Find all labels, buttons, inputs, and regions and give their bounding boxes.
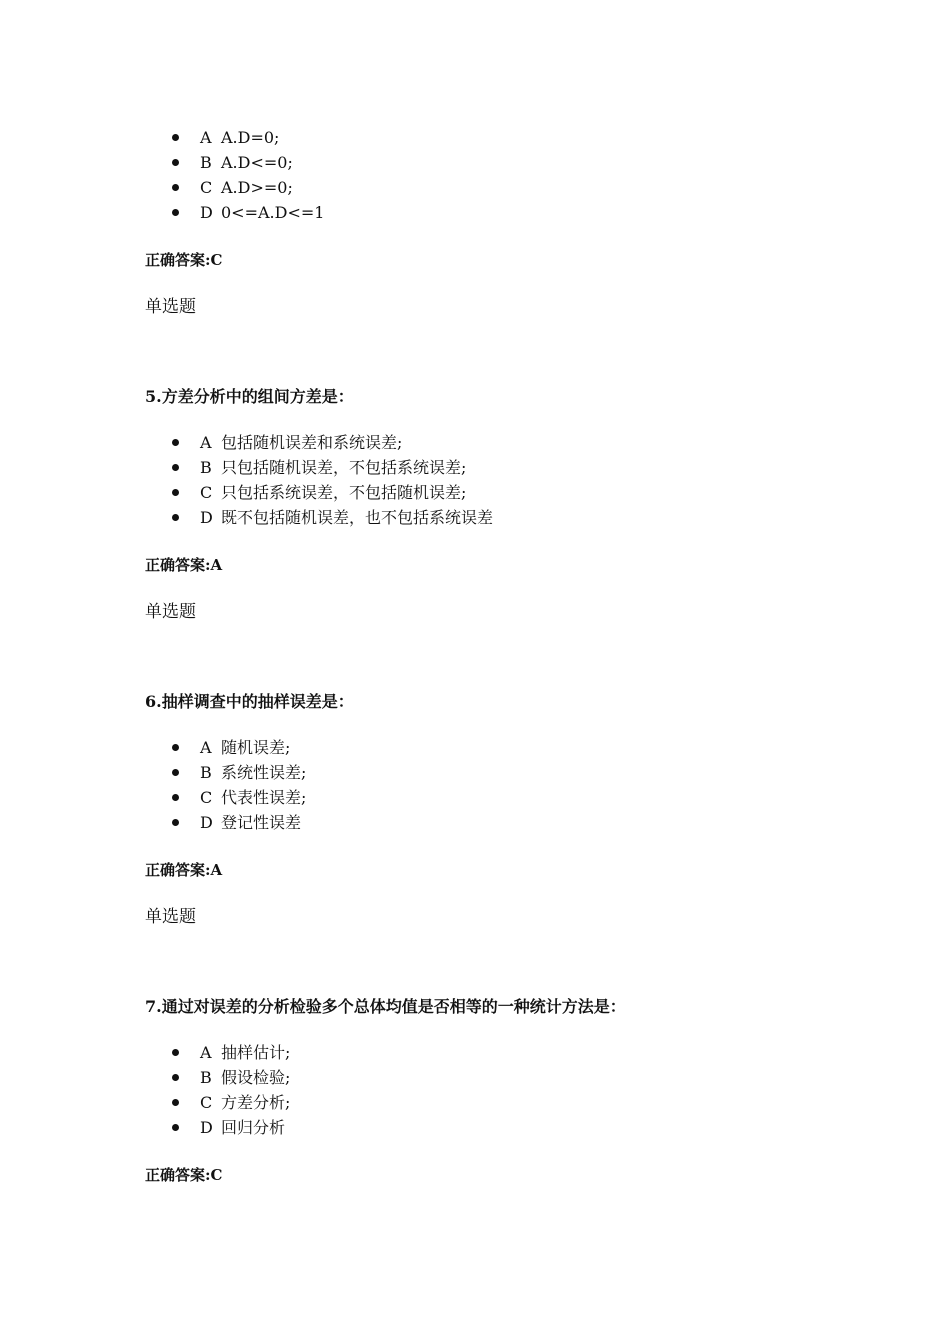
option-text: 只包括系统误差，不包括随机误差; bbox=[221, 483, 467, 502]
bullet-icon bbox=[172, 439, 179, 446]
question-type-label: 单选题 bbox=[145, 907, 196, 927]
correct-answer: 正确答案:C bbox=[145, 251, 223, 269]
option-letter: B bbox=[200, 1068, 212, 1087]
option-letter: A bbox=[200, 738, 212, 757]
option-letter: C bbox=[200, 178, 213, 197]
option-text: 代表性误差; bbox=[221, 788, 307, 807]
bullet-icon bbox=[172, 769, 179, 776]
question-title: 7.通过对误差的分析检验多个总体均值是否相等的一种统计方法是： bbox=[145, 997, 626, 1016]
option-letter: C bbox=[200, 1093, 213, 1112]
option-letter: B bbox=[200, 458, 212, 477]
option-text: 回归分析 bbox=[221, 1118, 286, 1137]
bullet-icon bbox=[172, 184, 179, 191]
bullet-icon bbox=[172, 819, 179, 826]
question-type-label: 单选题 bbox=[145, 297, 196, 317]
question-type-label: 单选题 bbox=[145, 602, 196, 622]
option-text: 方差分析; bbox=[221, 1093, 291, 1112]
option-letter: D bbox=[200, 203, 213, 222]
option-letter: B bbox=[200, 153, 212, 172]
correct-answer: 正确答案:A bbox=[145, 861, 223, 879]
option-text: 只包括随机误差，不包括系统误差; bbox=[221, 458, 467, 477]
correct-answer: 正确答案:A bbox=[145, 556, 223, 574]
option-text: 系统性误差; bbox=[221, 763, 307, 782]
option-text: A.D=0; bbox=[221, 128, 280, 147]
bullet-icon bbox=[172, 1074, 179, 1081]
option-letter: C bbox=[200, 788, 213, 807]
option-text: 既不包括随机误差，也不包括系统误差 bbox=[221, 508, 494, 527]
bullet-icon bbox=[172, 159, 179, 166]
option-letter: C bbox=[200, 483, 213, 502]
option-text: 抽样估计; bbox=[221, 1043, 291, 1062]
question-title: 5.方差分析中的组间方差是： bbox=[145, 387, 354, 406]
question-title: 6.抽样调查中的抽样误差是： bbox=[145, 692, 354, 711]
bullet-icon bbox=[172, 514, 179, 521]
option-letter: D bbox=[200, 1118, 213, 1137]
option-text: 登记性误差 bbox=[221, 813, 302, 832]
bullet-icon bbox=[172, 1124, 179, 1131]
option-letter: D bbox=[200, 508, 213, 527]
option-text: 0<=A.D<=1 bbox=[221, 203, 325, 222]
bullet-icon bbox=[172, 1049, 179, 1056]
option-text: 随机误差; bbox=[221, 738, 291, 757]
correct-answer: 正确答案:C bbox=[145, 1166, 223, 1184]
bullet-icon bbox=[172, 464, 179, 471]
option-letter: B bbox=[200, 763, 212, 782]
option-letter: D bbox=[200, 813, 213, 832]
option-text: A.D<=0; bbox=[221, 153, 293, 172]
bullet-icon bbox=[172, 134, 179, 141]
option-letter: A bbox=[200, 1043, 212, 1062]
bullet-icon bbox=[172, 1099, 179, 1106]
bullet-icon bbox=[172, 794, 179, 801]
bullet-icon bbox=[172, 489, 179, 496]
bullet-icon bbox=[172, 209, 179, 216]
option-text: 包括随机误差和系统误差; bbox=[221, 433, 403, 452]
option-text: 假设检验; bbox=[221, 1068, 291, 1087]
option-letter: A bbox=[200, 128, 212, 147]
option-letter: A bbox=[200, 433, 212, 452]
bullet-icon bbox=[172, 744, 179, 751]
option-text: A.D>=0; bbox=[221, 178, 293, 197]
